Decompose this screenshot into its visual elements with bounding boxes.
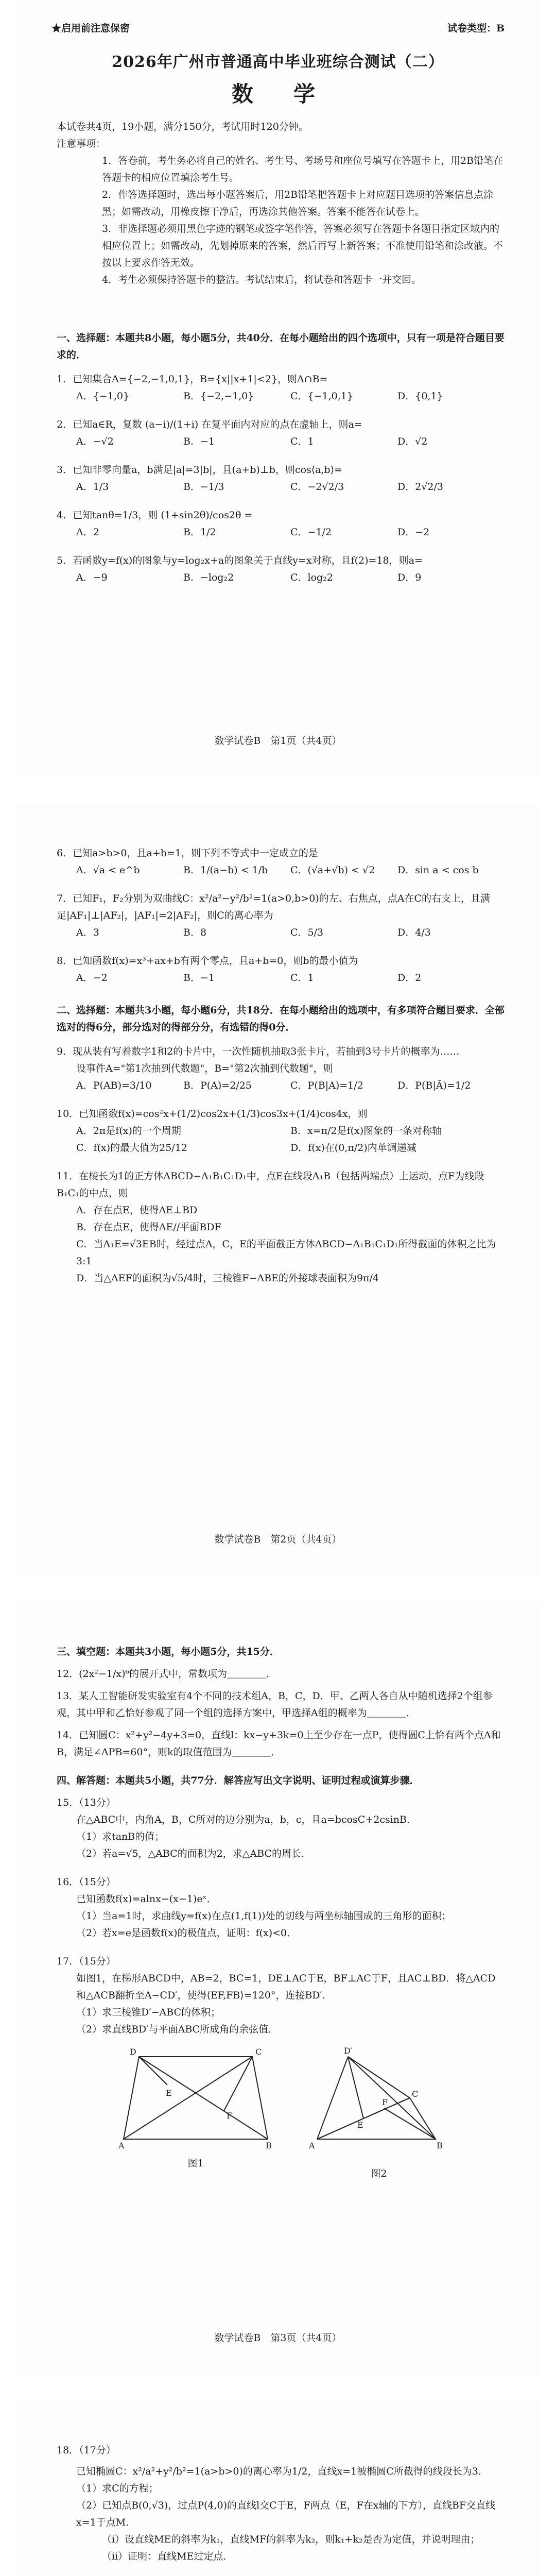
option-d: D．P(B|Ā)=1/2 <box>397 1080 471 1091</box>
option-b: B．−1 <box>183 436 215 447</box>
question-stem: 11．在棱长为1的正方体ABCD−A₁B₁C₁D₁中，点E在线段A₁B（包括两端点）上运动，点F为线段B₁C₁的中点，则 <box>57 1171 484 1199</box>
question-part: （1）当a=1时，求曲线y=f(x)在点(1,f(1))处的切线与两坐标轴围成的三角形的面积； <box>76 1910 451 1922</box>
question-substem: 设事件A="第1次抽到代数题"，B="第2次抽到代数题"，则 <box>76 1063 333 1074</box>
question-part: （2）若a=√5，△ABC的面积为2，求△ABC的周长． <box>76 1848 311 1859</box>
option-a: A．存在点E，使得AE⊥BD <box>76 1205 198 1216</box>
question-17 <box>57 1953 505 2182</box>
page-footer: 数学试卷B 第3页（共4页） <box>214 2332 342 2344</box>
intro-text: 本试卷共4页，19小题，满分150分，考试用时120分钟。 <box>57 121 308 132</box>
option-c: C．5/3 <box>290 927 324 938</box>
option-b: B．1/(a−b) < 1/b <box>183 865 268 876</box>
svg-text:A: A <box>309 2141 315 2150</box>
option-d: D．当△AEF的面积为√5/4时，三棱锥F−ABE的外接球表面积为9π/4 <box>76 1273 379 1284</box>
subject-title: 数 学 <box>231 81 324 107</box>
trapezoid-diagram <box>118 2046 273 2149</box>
option-c: C．−2√2/3 <box>290 481 344 493</box>
question-stem: 9．现从装有写着数字1和2的卡片中，一次性随机抽取3张卡片，若抽到3号卡片的概率为…… <box>57 1046 460 1057</box>
option-c: C．{−1,0,1} <box>290 391 353 402</box>
question-stem: 3．已知非零向量a，b满足|a|=3|b|，且(a+b)⊥b，则cos⟨a,b⟩= <box>57 464 343 476</box>
figure-1 <box>118 2046 273 2172</box>
options-row <box>57 1123 505 1140</box>
question-subpart: （ⅰ）设直线ME的斜率为k₁，直线MF的斜率为k₂，则k₁+k₂是否为定值，并说明理由； <box>102 2534 480 2545</box>
figure-2-caption: 图2 <box>371 2168 387 2179</box>
option-d: D．2√2/3 <box>397 481 444 493</box>
question-stem: 1．已知集合A={−2,−1,0,1}，B={x||x+1|<2}，则A∩B= <box>57 374 328 385</box>
question-15 <box>57 1794 505 1862</box>
confidential-label: ★启用前注意保密 <box>51 23 130 34</box>
page-1 <box>15 0 541 778</box>
options-row <box>57 433 505 450</box>
page-3 <box>15 1602 541 2375</box>
options-row <box>57 388 505 405</box>
question-stem: 已知函数f(x)=alnx−(x−1)eˣ． <box>76 1893 217 1905</box>
note-item: 3．非选择题必须用黑色字迹的钢笔或签字笔作答，答案必须写在答题卡各题目指定区域内的相应位置上；如需改动，先划掉原来的答案，然后再写上新答案；不准使用铅笔和涂改液。不按以上要求作答无效。 <box>102 223 503 268</box>
svg-text:D: D <box>130 2047 136 2057</box>
question-4 <box>57 507 505 541</box>
option-c: C．−1/2 <box>290 527 332 538</box>
option-c: C．当A₁E=√3EB时，经过点A，C，E的平面截正方体ABCD−A₁B₁C₁D₁所得截面的体积之比为3:1 <box>76 1239 496 1267</box>
option-d: D．f(x)在(0,π/2)内单调递减 <box>290 1142 416 1154</box>
section-heading: 四、解答题：本题共5小题，共77分．解答应写出文字说明、证明过程或演算步骤． <box>57 1775 420 1786</box>
option-b: B．{−2,−1,0} <box>183 391 254 402</box>
section-1-continued <box>57 845 505 1287</box>
option-a: A．3 <box>76 927 99 938</box>
section-3 <box>57 1643 505 2182</box>
options-row <box>57 970 505 987</box>
option-b: B．−1/3 <box>183 481 224 493</box>
option-a: A．2π是f(x)的一个周期 <box>76 1125 181 1137</box>
section-heading: 二、选择题：本题共3小题，每小题6分，共18分．在每小题给出的选项中，有多项符合题目要求．全部选对的得6分，部分选对的得部分分，有选错的得0分． <box>57 1005 505 1033</box>
option-d: D．√2 <box>397 436 428 447</box>
svg-text:E: E <box>166 2088 172 2098</box>
option-a: A．−2 <box>76 972 108 984</box>
question-stem: 2．已知a∈R，复数 (a−i)/(1+i) 在复平面内对应的点在虚轴上，则a= <box>57 419 362 430</box>
svg-text:D′: D′ <box>344 2046 353 2056</box>
question-part: （2）求直线BD′与平面ABC所成角的余弦值． <box>76 2024 279 2035</box>
svg-text:E: E <box>357 2120 363 2130</box>
exam-title: 2026年广州市普通高中毕业班综合测试（二） <box>112 53 444 71</box>
question-head: 17．（15分） <box>57 1956 116 1967</box>
note-item: 2．作答选择题时，选出每小题答案后，用2B铅笔把答题卡上对应题目选项的答案信息点涂黑；如需改动，用橡皮擦干净后，再选涂其他答案。答案不能答在试卷上。 <box>102 189 494 217</box>
option-a: A．{−1,0} <box>76 391 130 402</box>
question-10 <box>57 1106 505 1157</box>
svg-text:A: A <box>118 2141 125 2149</box>
option-d: D．sin a < cos b <box>397 865 479 876</box>
section-4-continued <box>57 2442 505 2576</box>
option-d: D．4/3 <box>397 927 431 938</box>
option-d: D．9 <box>397 572 422 583</box>
option-c: C．1 <box>290 436 314 447</box>
question-stem: 4．已知tanθ=1/3，则 (1+sin2θ)/cos2θ = <box>57 510 253 521</box>
exam-instructions <box>57 118 505 289</box>
folded-diagram <box>307 2046 451 2160</box>
option-a: A．−9 <box>76 572 108 583</box>
question-2 <box>57 416 505 450</box>
page-4 <box>15 2401 541 2576</box>
question-part: （1）求C的方程； <box>76 2483 159 2494</box>
option-c: C．log₂2 <box>290 572 333 583</box>
note-item: 4．考生必须保持答题卡的整洁。考试结束后，将试卷和答题卡一并交回。 <box>102 274 422 285</box>
question-6 <box>57 845 505 879</box>
question-stem: 10．已知函数f(x)=cos²x+(1/2)cos2x+(1/3)cos3x+(1/4)cos4x，则 <box>57 1108 368 1120</box>
page-footer: 数学试卷B 第2页（共4页） <box>214 1534 342 1545</box>
question-8 <box>57 953 505 987</box>
option-a: A．√a < e^b <box>76 865 140 876</box>
section-1 <box>57 330 505 586</box>
option-b: B．8 <box>183 927 207 938</box>
options-row <box>57 1077 505 1094</box>
page-footer: 数学试卷B 第1页（共4页） <box>214 735 342 747</box>
question-1 <box>57 371 505 405</box>
question-stem: 已知椭圆C：x²/a²+y²/b²=1(a>b>0)的离心率为1/2，直线x=1被椭圆C所截得的线段长为3． <box>76 2466 488 2477</box>
question-stem: 如图1，在梯形ABCD中，AB=2，BC=1，DE⊥AC于E，BF⊥AC于F，且AC⊥BD．将△ACD和△ACB翻折至A−CD′，使得⟨EF,FB⟩=120°，连接BD′． <box>76 1973 496 2001</box>
option-a: A．−√2 <box>76 436 114 447</box>
options-row <box>57 924 505 941</box>
question-stem: 5．若函数y=f(x)的图象与y=log₂x+a的图象关于直线y=x对称，且f(2)=18，则a= <box>57 555 423 566</box>
option-c: C．(√a+√b) < √2 <box>290 865 375 876</box>
question-part: （1）求tanB的值； <box>76 1831 165 1842</box>
options-row <box>57 479 505 496</box>
question-stem: 7．已知F₁，F₂分别为双曲线C：x²/a²−y²/b²=1(a>0,b>0)的左、右焦点，点A在C的右支上，且满足|AF₁|⊥|AF₂|，|AF₁|=2|AF₂|，则C的离心率为 <box>57 893 490 921</box>
question-part: （1）求三棱锥D′−ABC的体积； <box>76 2007 221 2018</box>
question-part: （2）已知点B(0,√3)，过点P(4,0)的直线l交C于E，F两点（E，F在x轴的下方），直线BF交直线x=1于点M． <box>76 2500 496 2528</box>
svg-text:C: C <box>412 2089 419 2099</box>
options-row <box>57 524 505 541</box>
question-5 <box>57 552 505 586</box>
options-row <box>57 569 505 586</box>
svg-text:B: B <box>266 2141 272 2149</box>
svg-text:C: C <box>255 2047 262 2057</box>
question-7 <box>57 890 505 941</box>
option-a: A．1/3 <box>76 481 109 493</box>
option-b: B．−1 <box>183 972 215 984</box>
question-stem: 在△ABC中，内角A，B，C所对的边分别为a，b，c，且a=bcosC+2csinB． <box>76 1814 416 1825</box>
question-head: 16．（15分） <box>57 1876 116 1888</box>
question-9 <box>57 1043 505 1094</box>
question-head: 18．（17分） <box>57 2445 116 2456</box>
svg-text:B: B <box>437 2141 443 2150</box>
note-item: 1．答卷前，考生务必将自己的姓名、考生号、考场号和座位号填写在答题卡上，用2B铅笔在答题卡的相应位置填涂考生号。 <box>102 155 503 183</box>
svg-text:F: F <box>382 2097 388 2107</box>
option-c: C．1 <box>290 972 314 984</box>
question-12: 12．(2x²−1/x)⁶的展开式中，常数项为＿＿＿＿． <box>57 1668 276 1680</box>
option-c: C．P(B|A)=1/2 <box>290 1080 363 1091</box>
question-13: 13．某人工智能研发实验室有4个不同的技术组A，B，C，D．甲、乙两人各自从中随机选择2个组参观，其中甲和乙恰好参观了同一个组的选择方案中，甲选择A组的概率为＿＿＿＿． <box>57 1690 493 1719</box>
page-2 <box>15 804 541 1577</box>
option-d: D．−2 <box>397 527 430 538</box>
question-head: 15．（13分） <box>57 1797 116 1808</box>
option-a: A．P(AB)=3/10 <box>76 1080 152 1091</box>
question-3 <box>57 462 505 496</box>
paper-type-label: 试卷类型：B <box>447 23 505 34</box>
question-14: 14．已知圆C：x²+y²−4y+3=0，直线l：kx−y+3k=0上至少存在一点P，使得圆C上恰有两个点A和B，满足∠APB=60°，则k的取值范围为＿＿＿＿． <box>57 1730 501 1758</box>
question-stem: 6．已知a>b>0，且a+b=1，则下列不等式中一定成立的是 <box>57 848 318 859</box>
option-b: B．x=π/2是f(x)图象的一条对称轴 <box>290 1125 442 1137</box>
figures <box>57 2046 505 2182</box>
question-18 <box>57 2442 505 2565</box>
section-heading: 一、选择题：本题共8小题，每小题5分，共40分．在每小题给出的四个选项中，只有一项是符合题目要求的． <box>57 332 505 361</box>
page-header <box>51 21 505 35</box>
question-part: （2）若x=e是函数f(x)的极值点，证明：f(x)<0． <box>76 1927 297 1939</box>
options-row <box>57 1140 505 1157</box>
option-a: A．2 <box>76 527 99 538</box>
option-b: B．1/2 <box>183 527 216 538</box>
option-b: B．−log₂2 <box>183 572 234 583</box>
section-heading: 三、填空题：本题共3小题，每小题5分，共15分． <box>57 1646 280 1657</box>
question-subpart: （ⅱ）证明：直线ME过定点． <box>102 2551 233 2562</box>
option-b: B．P(A)=2/25 <box>183 1080 252 1091</box>
question-16 <box>57 1874 505 1942</box>
options-row <box>57 862 505 879</box>
option-d: D．{0,1} <box>397 391 443 402</box>
option-c: C．f(x)的最大值为25/12 <box>76 1142 187 1154</box>
question-11 <box>57 1168 505 1287</box>
notes-heading: 注意事项： <box>57 138 106 149</box>
figure-2 <box>307 2046 451 2182</box>
svg-text:F: F <box>227 2111 233 2121</box>
question-stem: 8．已知函数f(x)=x³+ax+b有两个零点，且a+b=0，则b的最小值为 <box>57 955 358 967</box>
option-b: B．存在点E，使得AE//平面BDF <box>76 1222 221 1233</box>
option-d: D．2 <box>397 972 422 984</box>
figure-1-caption: 图1 <box>187 2158 204 2169</box>
